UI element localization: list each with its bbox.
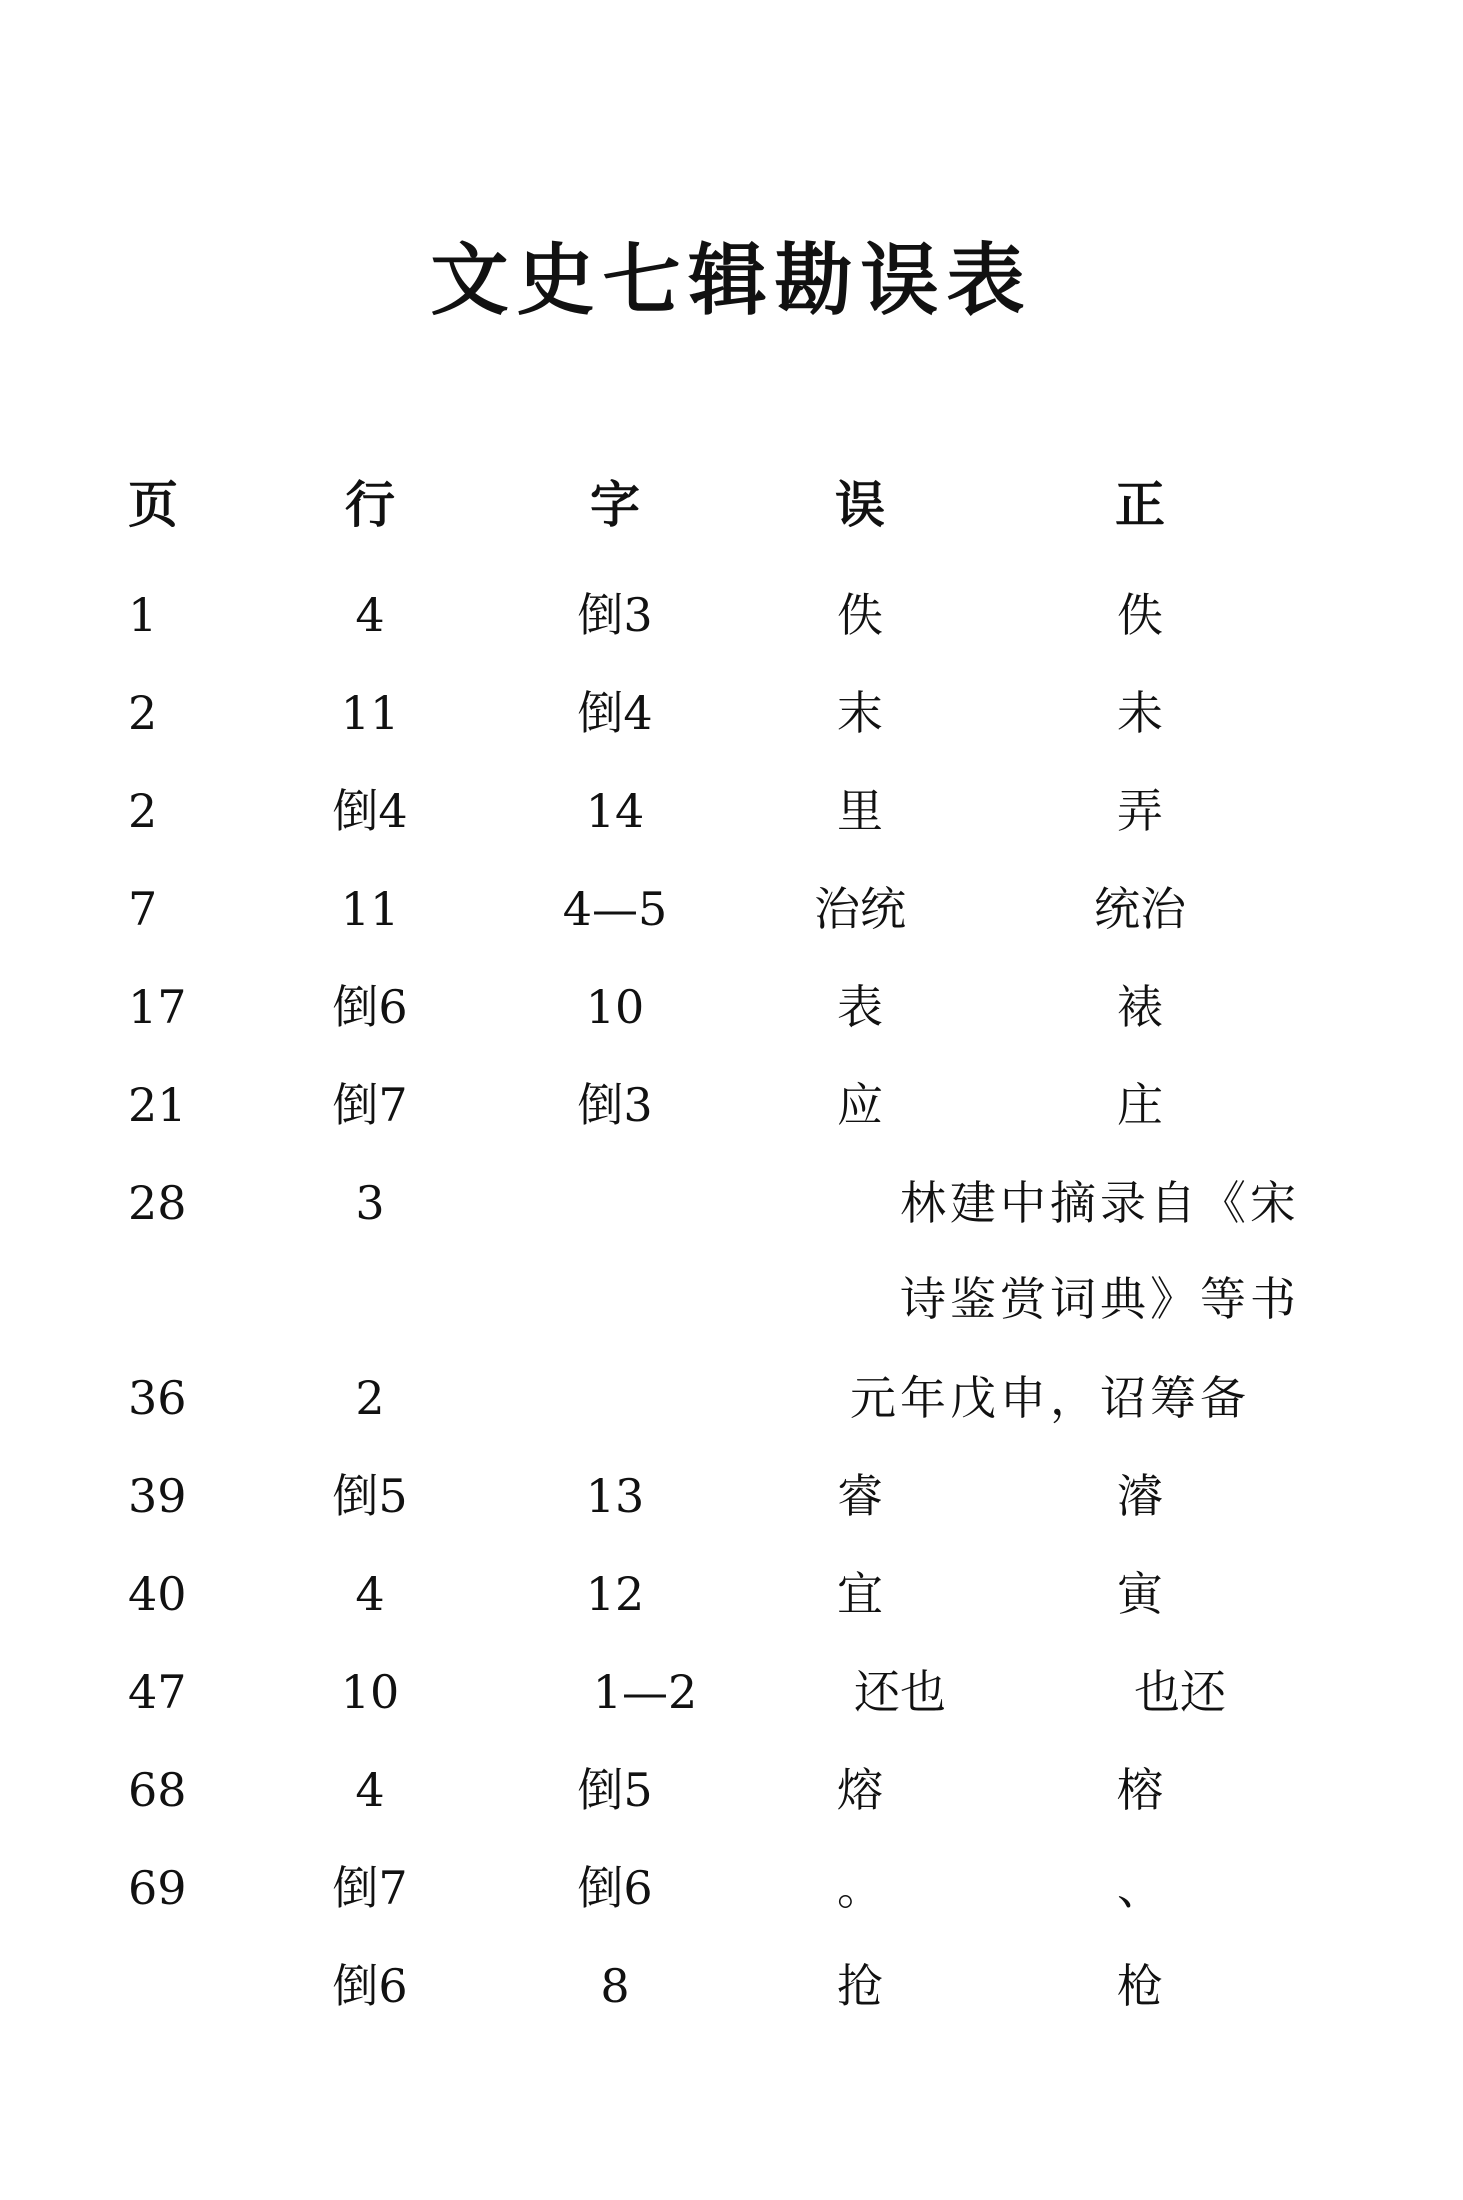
- table-row: [0, 580, 1463, 650]
- cell-char: 倒4: [577, 686, 653, 740]
- cell-char: 12: [585, 1567, 645, 1621]
- cell-right: 榕: [1117, 1763, 1163, 1817]
- cell-page: 68: [128, 1763, 187, 1817]
- cell-wrong: 熔: [837, 1763, 883, 1817]
- table-row: [0, 1951, 1463, 2021]
- cell-correction-note: 元年戊申，诏筹备: [850, 1371, 1250, 1425]
- table-row: [0, 1853, 1463, 1923]
- cell-line: 4: [355, 1763, 385, 1817]
- cell-line: 倒7: [332, 1078, 408, 1132]
- cell-right: 弄: [1117, 784, 1163, 838]
- cell-right: 统治: [1094, 882, 1186, 936]
- note-line: 林建中摘录自《宋: [900, 1176, 1300, 1230]
- cell-right: 未: [1117, 686, 1163, 740]
- page-title: 文史七辑勘误表: [430, 235, 1033, 326]
- cell-wrong: 表: [837, 980, 883, 1034]
- table-row: [0, 874, 1463, 944]
- cell-char: 倒5: [577, 1763, 653, 1817]
- table-row: [0, 1657, 1463, 1727]
- cell-page: 1: [128, 588, 158, 642]
- table-row: [0, 776, 1463, 846]
- cell-wrong: 治统: [814, 882, 906, 936]
- header-char: 字: [590, 475, 640, 534]
- cell-line: 11: [340, 686, 400, 740]
- header-right: 正: [1115, 475, 1165, 534]
- cell-wrong: 。: [837, 1861, 883, 1915]
- cell-line: 倒6: [332, 980, 408, 1034]
- table-row: [0, 1168, 1463, 1358]
- cell-line: 10: [340, 1665, 400, 1719]
- cell-page: 40: [128, 1567, 187, 1621]
- cell-page: 39: [128, 1469, 187, 1523]
- cell-line: 11: [340, 882, 400, 936]
- cell-char: 10: [585, 980, 645, 1034]
- note-line: 诗鉴赏词典》等书: [900, 1272, 1300, 1326]
- cell-page: 36: [128, 1371, 187, 1425]
- header-line: 行: [345, 475, 395, 534]
- cell-wrong: 里: [837, 784, 883, 838]
- cell-line: 2: [355, 1371, 385, 1425]
- cell-char: 1—2: [592, 1665, 698, 1719]
- cell-right: 寅: [1117, 1567, 1163, 1621]
- cell-right: 枪: [1117, 1959, 1163, 2013]
- table-row: [0, 1363, 1463, 1433]
- cell-wrong: 还也: [854, 1665, 946, 1719]
- table-row: [0, 1755, 1463, 1825]
- cell-page: 69: [128, 1861, 187, 1915]
- cell-correction-note: [820, 1155, 1380, 1347]
- cell-wrong: 末: [837, 686, 883, 740]
- cell-right: 、: [1117, 1861, 1163, 1915]
- cell-char: 4—5: [562, 882, 668, 936]
- cell-line: 倒6: [332, 1959, 408, 2013]
- cell-line: 4: [355, 1567, 385, 1621]
- table-row: [0, 1070, 1463, 1140]
- table-header: [0, 475, 1463, 535]
- cell-page: 28: [128, 1176, 187, 1230]
- header-wrong: 误: [835, 475, 885, 534]
- header-page: 页: [128, 475, 178, 534]
- cell-char: 13: [585, 1469, 645, 1523]
- cell-wrong: 宜: [837, 1567, 883, 1621]
- cell-line: 倒5: [332, 1469, 408, 1523]
- table-row: [0, 1461, 1463, 1531]
- cell-page: 47: [128, 1665, 187, 1719]
- cell-right: 也还: [1134, 1665, 1226, 1719]
- cell-right: 濬: [1117, 1469, 1163, 1523]
- cell-page: 7: [128, 882, 158, 936]
- cell-wrong: 佚: [837, 588, 883, 642]
- cell-right: 佚: [1117, 588, 1163, 642]
- cell-page: 21: [128, 1078, 187, 1132]
- cell-wrong: 抢: [837, 1959, 883, 2013]
- cell-char: 倒3: [577, 1078, 653, 1132]
- cell-right: 裱: [1117, 980, 1163, 1034]
- cell-line: 倒7: [332, 1861, 408, 1915]
- cell-page: 2: [128, 686, 158, 740]
- cell-char: 14: [585, 784, 645, 838]
- cell-line: 4: [355, 588, 385, 642]
- cell-page: 2: [128, 784, 158, 838]
- cell-line: 倒4: [332, 784, 408, 838]
- table-row: [0, 678, 1463, 748]
- cell-wrong: 睿: [837, 1469, 883, 1523]
- cell-right: 庄: [1117, 1078, 1163, 1132]
- table-row: [0, 972, 1463, 1042]
- cell-char: 倒6: [577, 1861, 653, 1915]
- cell-line: 3: [355, 1176, 385, 1230]
- cell-char: 8: [600, 1959, 630, 2013]
- cell-page: 17: [128, 980, 187, 1034]
- table-row: [0, 1559, 1463, 1629]
- cell-wrong: 应: [837, 1078, 883, 1132]
- cell-char: 倒3: [577, 588, 653, 642]
